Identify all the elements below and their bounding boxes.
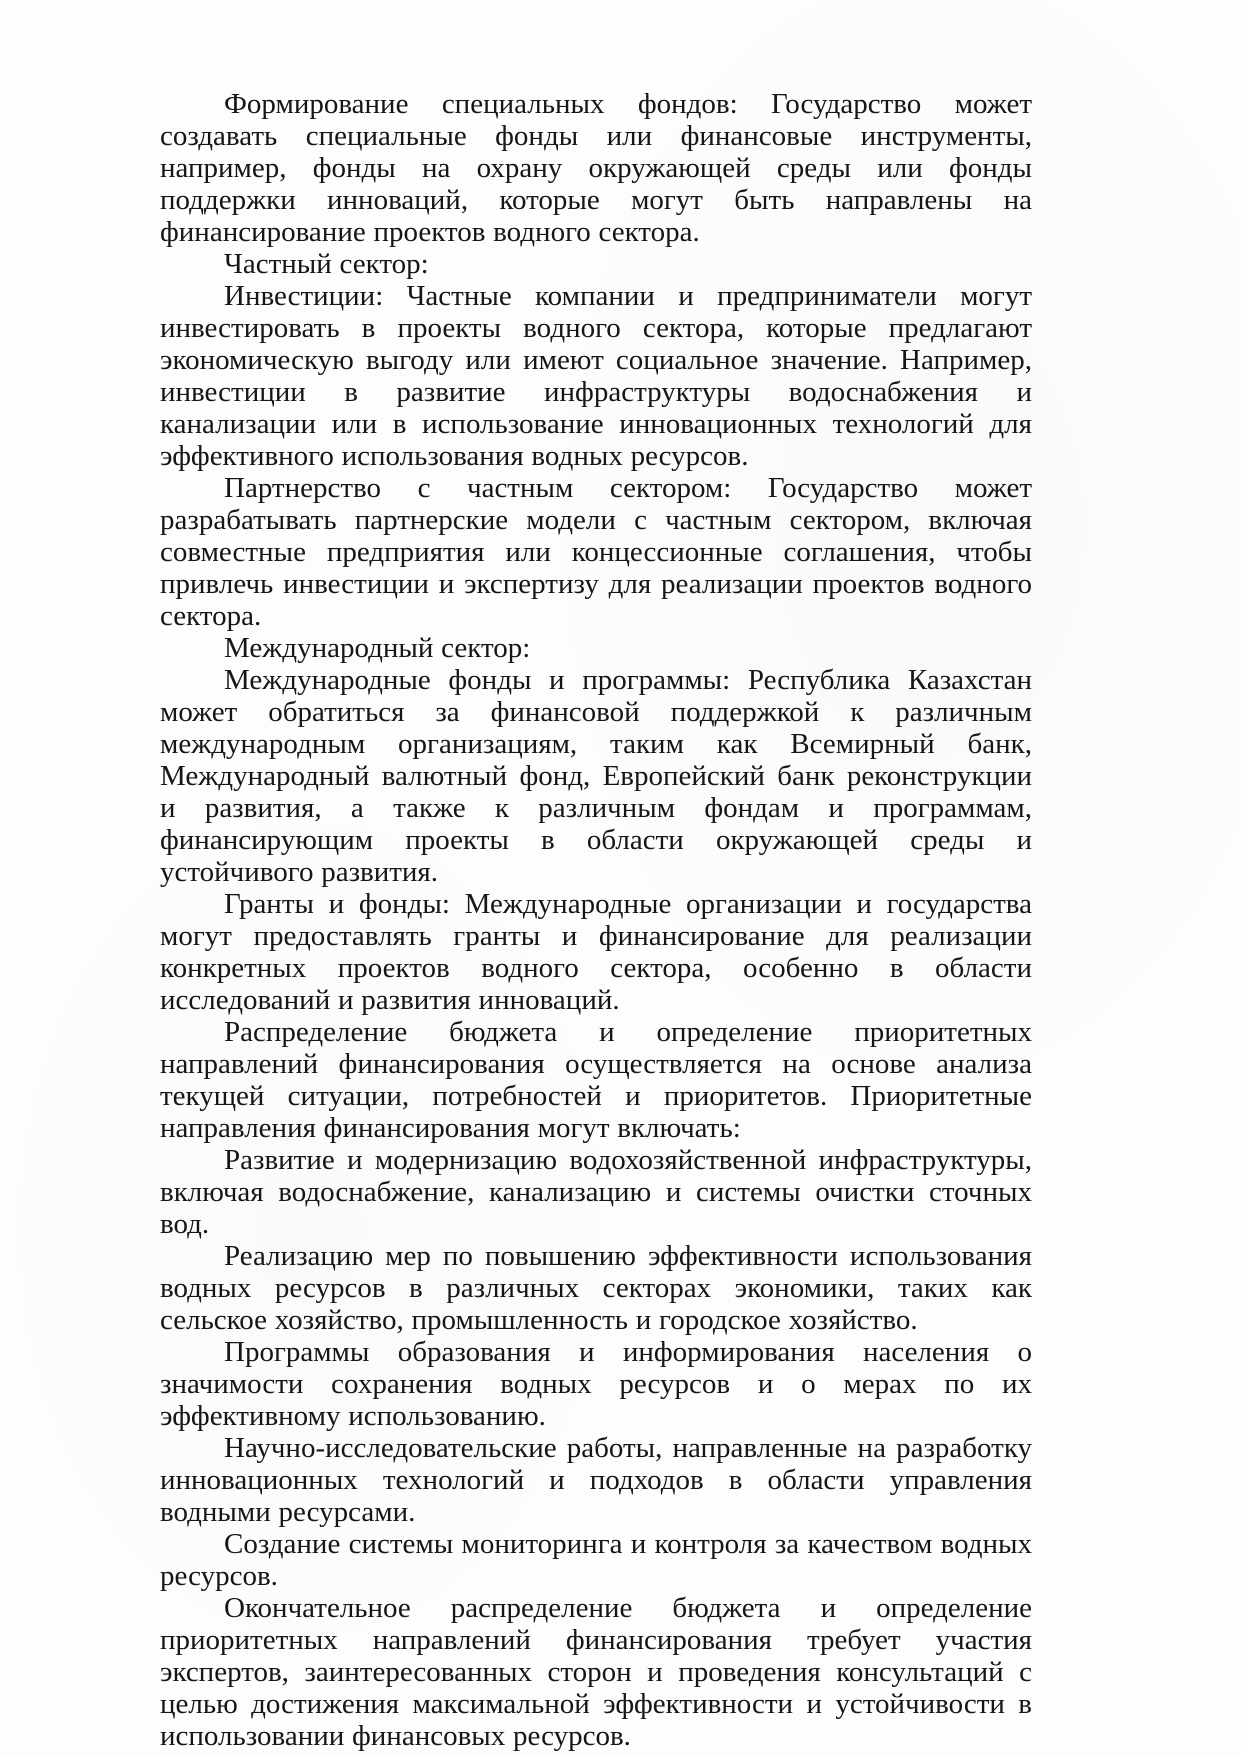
paragraph: Создание системы мониторинга и контроля за качеством водных ресурсов. xyxy=(160,1528,1032,1592)
paragraph: Международный сектор: xyxy=(224,632,531,664)
paragraph: Гранты и фонды: Международные организации и государства могут предоставлять гранты и финансирование для реализации конкретных проектов водного сектора, особенно в области исследований и развития инноваций. xyxy=(160,888,1032,1016)
document-text-block xyxy=(160,88,1032,1752)
paragraph: Программы образования и информирования населения о значимости сохранения водных ресурсов и о мерах по их эффективному использованию. xyxy=(160,1336,1032,1432)
paragraph: Научно-исследовательские работы, направленные на разработку инновационных технологий и подходов в области управления водными ресурсами. xyxy=(160,1432,1032,1528)
paragraph: Формирование специальных фондов: Государство может создавать специальные фонды или финансовые инструменты, например, фонды на охрану окружающей среды или фонды поддержки инноваций, которые могут быть направлены на финансирование проектов водного сектора. xyxy=(160,88,1032,248)
paragraph: Инвестиции: Частные компании и предприниматели могут инвестировать в проекты водного сектора, которые предлагают экономическую выгоду или имеют социальное значение. Например, инвестиции в развитие инфраструктуры водоснабжения и канализации или в использование инновационных технологий для эффективного использования водных ресурсов. xyxy=(160,280,1032,472)
paragraph: Окончательное распределение бюджета и определение приоритетных направлений финансирования требует участия экспертов, заинтересованных сторон и проведения консультаций с целью достижения максимальной эффективности и устойчивости в использовании финансовых ресурсов. xyxy=(160,1592,1032,1752)
paragraph: Развитие и модернизацию водохозяйственной инфраструктуры, включая водоснабжение, канализацию и системы очистки сточных вод. xyxy=(160,1144,1032,1240)
paragraph: Партнерство с частным сектором: Государство может разрабатывать партнерские модели с частным сектором, включая совместные предприятия или концессионные соглашения, чтобы привлечь инвестиции и экспертизу для реализации проектов водного сектора. xyxy=(160,472,1032,632)
paragraph: Реализацию мер по повышению эффективности использования водных ресурсов в различных секторах экономики, таких как сельское хозяйство, промышленность и городское хозяйство. xyxy=(160,1240,1032,1336)
paragraph: Частный сектор: xyxy=(224,248,429,280)
paragraph: Распределение бюджета и определение приоритетных направлений финансирования осуществляется на основе анализа текущей ситуации, потребностей и приоритетов. Приоритетные направления финансирования могут включать: xyxy=(160,1016,1032,1144)
paragraph: Международные фонды и программы: Республика Казахстан может обратиться за финансовой поддержкой к различным международным организациям, таким как Всемирный банк, Международный валютный фонд, Европейский банк реконструкции и развития, а также к различным фондам и программам, финансирующим проекты в области окружающей среды и устойчивого развития. xyxy=(160,664,1032,888)
